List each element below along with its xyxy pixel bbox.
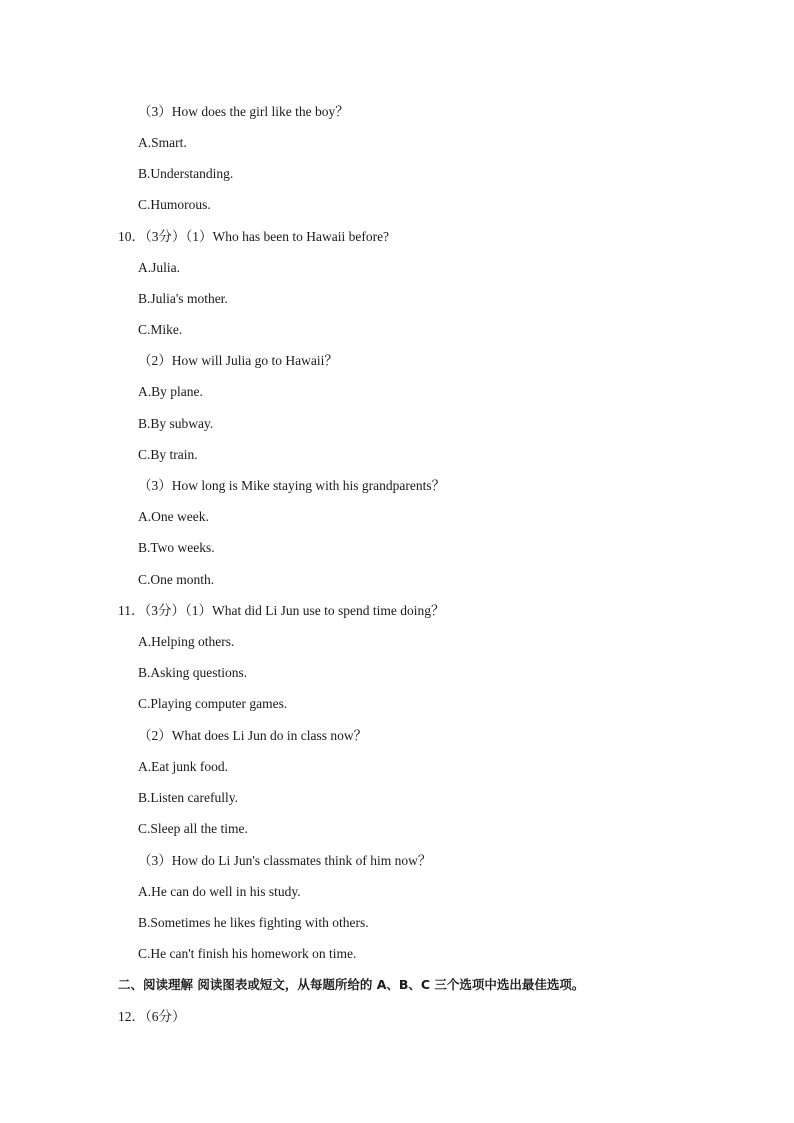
q11-sub3-question: （3）How do Li Jun's classmates think of him now？ bbox=[138, 853, 432, 868]
q11-sub2-question: （2）What does Li Jun do in class now？ bbox=[138, 728, 368, 743]
q12-heading: 12．（6分） bbox=[118, 1009, 186, 1024]
q10-sub1-option-a: A.Julia. bbox=[138, 260, 180, 275]
q11-sub3-option-c: C.He can't finish his homework on time. bbox=[138, 946, 357, 961]
q10-sub2-option-b: B.By subway. bbox=[138, 416, 214, 431]
q9-sub3-option-b: B.Understanding. bbox=[138, 166, 234, 181]
q11-sub2-option-a: A.Eat junk food. bbox=[138, 759, 228, 774]
section-heading-reading: 二、阅读理解 阅读图表或短文，从每题所给的 A、B、C 三个选项中选出最佳选项。 bbox=[118, 977, 585, 992]
q11-sub1-option-b: B.Asking questions. bbox=[138, 665, 248, 680]
q11-sub3-option-b: B.Sometimes he likes fighting with others. bbox=[138, 915, 369, 930]
q10-sub3-option-b: B.Two weeks. bbox=[138, 540, 215, 555]
q10-sub2-option-c: C.By train. bbox=[138, 447, 198, 462]
q11-sub2-option-c: C.Sleep all the time. bbox=[138, 821, 248, 836]
q9-sub3-option-a: A.Smart. bbox=[138, 135, 187, 150]
q9-sub3-question: （3）How does the girl like the boy？ bbox=[138, 104, 349, 119]
q11-sub3-option-a: A.He can do well in his study. bbox=[138, 884, 301, 899]
q11-sub1-question: 11．（3分）（1）What did Li Jun use to spend time doing？ bbox=[118, 603, 445, 618]
q10-sub1-option-b: B.Julia's mother. bbox=[138, 291, 228, 306]
q10-sub1-option-c: C.Mike. bbox=[138, 322, 183, 337]
q11-sub2-option-b: B.Listen carefully. bbox=[138, 790, 238, 805]
q9-sub3-option-c: C.Humorous. bbox=[138, 197, 211, 212]
q10-sub2-option-a: A.By plane. bbox=[138, 384, 203, 399]
q11-sub1-option-c: C.Playing computer games. bbox=[138, 696, 288, 711]
q10-sub3-option-c: C.One month. bbox=[138, 572, 215, 587]
q11-sub1-option-a: A.Helping others. bbox=[138, 634, 235, 649]
q10-sub3-question: （3）How long is Mike staying with his grandparents？ bbox=[138, 478, 446, 493]
q10-sub3-option-a: A.One week. bbox=[138, 509, 209, 524]
q10-sub2-question: （2）How will Julia go to Hawaii？ bbox=[138, 353, 338, 368]
q10-sub1-question: 10．（3分）（1）Who has been to Hawaii before? bbox=[118, 229, 390, 244]
